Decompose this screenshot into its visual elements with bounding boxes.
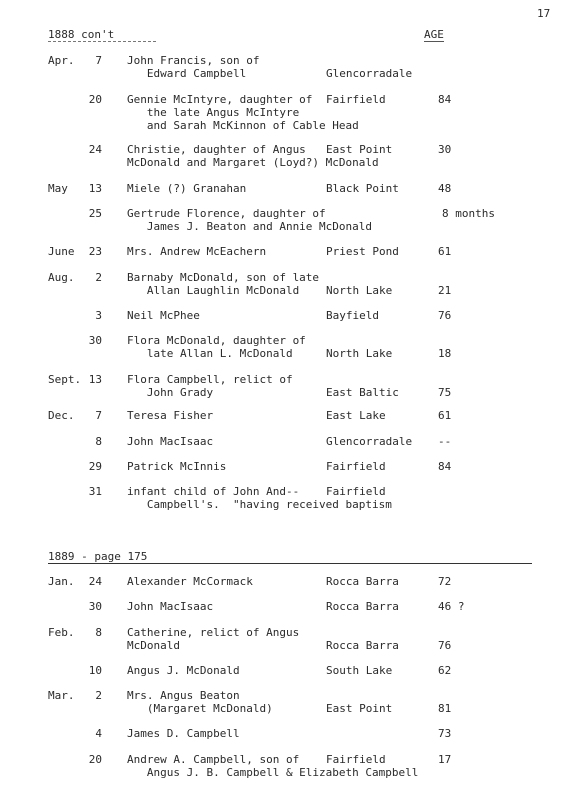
entry-name-line: Miele (?) Granahan [127,182,247,195]
entry-month: Jan. [48,575,75,588]
entry-month: Feb. [48,626,75,639]
entry-age: 46 ? [438,600,465,613]
entry-place: Fairfield [326,753,386,766]
entry-name-line: Gennie McIntyre, daughter of [127,93,313,106]
entry-age: 84 [438,93,452,106]
entry-name-line: Flora McDonald, daughter of [127,334,306,347]
entry-month: Dec. [48,409,75,422]
entry-name-line: John MacIsaac [127,600,214,613]
entry-day: 13 [88,182,102,195]
entry-day: 3 [95,309,102,322]
entry-age: 30 [438,143,452,156]
entry-name-line: and Sarah McKinnon of Cable Head [127,119,359,132]
entry-age: -- [438,435,452,448]
entry-place: Fairfield [326,93,386,106]
entry-day: 31 [88,485,102,498]
entry-place: East Lake [326,409,386,422]
entry-place: Bayfield [326,309,379,322]
entry-day: 24 [88,575,102,588]
entry-name-line: Catherine, relict of Angus [127,626,300,639]
entry-age: 72 [438,575,452,588]
entry-place: Rocca Barra [326,575,399,588]
entry-day: 23 [88,245,102,258]
entry-name-line: John Grady [127,386,214,399]
entry-name-line: John Francis, son of [127,54,260,67]
entry-name-line: McDonald [127,639,180,652]
entry-age: 75 [438,386,452,399]
entry-month: Aug. [48,271,75,284]
entry-name-line: Patrick McInnis [127,460,227,473]
entry-day: 8 [95,435,102,448]
entry-name-line: late Allan L. McDonald [127,347,293,360]
entry-age: 76 [438,639,452,652]
entry-name-line: McDonald and Margaret (Loyd?) McDonald [127,156,379,169]
entry-name-line: Angus J. B. Campbell & Elizabeth Campbell [127,766,419,779]
entry-day: 25 [88,207,102,220]
entry-age: 61 [438,245,452,258]
entry-age: 73 [438,727,452,740]
entry-name-line: infant child of John And-- [127,485,300,498]
entry-place: North Lake [326,284,393,297]
entry-name-line: Gertrude Florence, daughter of [127,207,326,220]
entry-day: 30 [88,334,102,347]
entry-name-line: Campbell's. "having received baptism [127,498,392,511]
section-heading-1888: 1888 con't [48,28,115,41]
entry-place: Glencorradale [326,67,413,80]
entry-place: Rocca Barra [326,639,399,652]
entry-place: East Point [326,702,393,715]
entry-name-line: Flora Campbell, relict of [127,373,293,386]
entry-day: 29 [88,460,102,473]
entry-age: 61 [438,409,452,422]
entry-age: 48 [438,182,452,195]
entry-month: Mar. [48,689,75,702]
entry-name-line: Alexander McCormack [127,575,253,588]
entry-place: South Lake [326,664,393,677]
entry-day: 8 [95,626,102,639]
entry-month: June [48,245,75,258]
entry-month: Apr. [48,54,75,67]
entry-age: 76 [438,309,452,322]
entry-day: 2 [95,689,102,702]
entry-place: Rocca Barra [326,600,399,613]
entry-age: 81 [438,702,452,715]
age-column-header: AGE [424,28,444,41]
entry-day: 10 [88,664,102,677]
page-number: 17 [537,7,551,20]
entry-day: 4 [95,727,102,740]
entry-name-line: John MacIsaac [127,435,214,448]
entry-name-line: Angus J. McDonald [127,664,240,677]
entry-age: 84 [438,460,452,473]
entry-name-line: Barnaby McDonald, son of late [127,271,320,284]
entry-place: North Lake [326,347,393,360]
entry-name-line: (Margaret McDonald) [127,702,273,715]
entry-day: 2 [95,271,102,284]
entry-day: 20 [88,753,102,766]
entry-age: 17 [438,753,452,766]
entry-place: Priest Pond [326,245,399,258]
entry-age: 8 months [442,207,495,220]
entry-place: East Point [326,143,393,156]
entry-place: Fairfield [326,485,386,498]
entry-name-line: Edward Campbell [127,67,247,80]
entry-name-line: the late Angus McIntyre [127,106,300,119]
entry-day: 20 [88,93,102,106]
entry-age: 18 [438,347,452,360]
entry-day: 30 [88,600,102,613]
entry-day: 7 [95,409,102,422]
section-heading-1889: 1889 - page 175 [48,550,148,563]
heading-underline-1888 [48,41,156,42]
entry-name-line: Teresa Fisher [127,409,214,422]
entry-age: 21 [438,284,452,297]
entry-month: May [48,182,68,195]
entry-age: 62 [438,664,452,677]
entry-day: 7 [95,54,102,67]
entry-day: 13 [88,373,102,386]
entry-name-line: Christie, daughter of Angus [127,143,306,156]
entry-name-line: Mrs. Andrew McEachern [127,245,267,258]
entry-name-line: Neil McPhee [127,309,200,322]
entry-place: Fairfield [326,460,386,473]
entry-place: Glencorradale [326,435,413,448]
entry-name-line: Allan Laughlin McDonald [127,284,300,297]
entry-name-line: James J. Beaton and Annie McDonald [127,220,373,233]
heading-underline-1889 [48,563,532,564]
entry-day: 24 [88,143,102,156]
entry-name-line: James D. Campbell [127,727,240,740]
entry-place: East Baltic [326,386,399,399]
entry-name-line: Andrew A. Campbell, son of [127,753,300,766]
entry-name-line: Mrs. Angus Beaton [127,689,240,702]
entry-place: Black Point [326,182,399,195]
entry-month: Sept. [48,373,82,386]
age-header-underline [424,41,444,42]
